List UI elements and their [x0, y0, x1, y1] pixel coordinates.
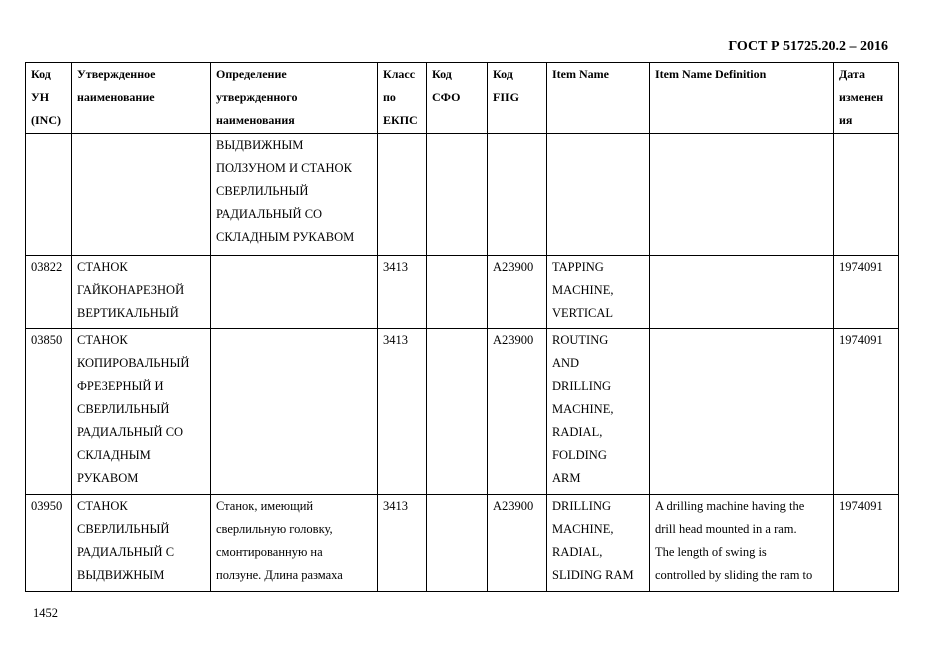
cell-line: controlled by sliding the ram to: [655, 568, 813, 582]
header-line: УН: [31, 90, 50, 104]
cell-line: ВЕРТИКАЛЬНЫЙ: [77, 306, 179, 320]
cell-line: смонтированную на: [216, 545, 323, 559]
cell-line: СВЕРЛИЛЬНЫЙ: [77, 402, 170, 416]
header-line: Класс: [383, 67, 416, 81]
cell-ekps-class: [378, 495, 427, 592]
cell-line: ГАЙКОНАРЕЗНОЙ: [77, 283, 185, 297]
cell-approved-name: [72, 495, 211, 592]
table-row: [26, 134, 899, 256]
cell-item-name: [547, 256, 650, 329]
cell-line: 3413: [383, 499, 408, 513]
cell-fiig-code: [488, 329, 547, 495]
cell-line: 1974091: [839, 260, 883, 274]
cell-fiig-code: [488, 134, 547, 256]
header-line: Код: [31, 67, 51, 81]
table-row: [26, 495, 899, 592]
cell-line: ARM: [552, 471, 581, 485]
header-line: наименование: [77, 90, 155, 104]
table-body: [26, 134, 899, 592]
cell-line: КОПИРОВАЛЬНЫЙ: [77, 356, 190, 370]
cell-line: MACHINE,: [552, 402, 614, 416]
cell-line: MACHINE,: [552, 283, 614, 297]
cell-line: VERTICAL: [552, 306, 614, 320]
cell-fiig-code: [488, 256, 547, 329]
cell-sfo-code: [427, 329, 488, 495]
cell-change-date: [834, 256, 899, 329]
cell-line: СВЕРЛИЛЬНЫЙ: [77, 522, 170, 536]
cell-inc: [26, 134, 72, 256]
cell-change-date: [834, 134, 899, 256]
cell-change-date: [834, 495, 899, 592]
cell-line: A drilling machine having the: [655, 499, 805, 513]
cell-approved-name: [72, 134, 211, 256]
cell-line: MACHINE,: [552, 522, 614, 536]
cell-line: 3413: [383, 260, 408, 274]
table-row: [26, 329, 899, 495]
header-line: ЕКПС: [383, 113, 418, 127]
cell-line: FOLDING: [552, 448, 607, 462]
cell-sfo-code: [427, 134, 488, 256]
header-item-name: [547, 63, 650, 134]
cell-line: ROUTING: [552, 333, 609, 347]
header-line: ия: [839, 113, 853, 127]
page-number: 1452: [33, 606, 58, 620]
header-change-date: [834, 63, 899, 134]
cell-line: ФРЕЗЕРНЫЙ И: [77, 379, 164, 393]
cell-line: TAPPING: [552, 260, 604, 274]
cell-inc: [26, 329, 72, 495]
cell-line: СТАНОК: [77, 499, 128, 513]
table-row: [26, 256, 899, 329]
cell-line: drill head mounted in a ram.: [655, 522, 797, 536]
header-line: Определение: [216, 67, 287, 81]
header-line: изменен: [839, 90, 884, 104]
header-item-name-definition: [650, 63, 834, 134]
header-line: Код: [432, 67, 452, 81]
cell-ekps-class: [378, 256, 427, 329]
cell-line: AND: [552, 356, 580, 370]
cell-line: ползуне. Длина размаха: [216, 568, 343, 582]
cell-approved-name: [72, 329, 211, 495]
header-inc: [26, 63, 72, 134]
cell-line: RADIAL,: [552, 425, 603, 439]
cell-definition: [211, 256, 378, 329]
cell-line: SLIDING RAM: [552, 568, 634, 582]
cell-line: 03950: [31, 499, 63, 513]
header-line: Item Name Definition: [655, 67, 767, 81]
cell-fiig-code: [488, 495, 547, 592]
cell-line: ВЫДВИЖНЫМ: [77, 568, 165, 582]
cell-line: A23900: [493, 333, 534, 347]
cell-line: РАДИАЛЬНЫЙ СО: [77, 425, 184, 439]
cell-item-name-definition: [650, 329, 834, 495]
cell-ekps-class: [378, 329, 427, 495]
cell-line: РАДИАЛЬНЫЙ СО: [216, 207, 323, 221]
cell-line: 3413: [383, 333, 408, 347]
header-sfo-code: [427, 63, 488, 134]
cell-line: 03822: [31, 260, 63, 274]
cell-definition: [211, 495, 378, 592]
cell-item-name: [547, 134, 650, 256]
cell-line: РУКАВОМ: [77, 471, 139, 485]
cell-line: 1974091: [839, 333, 883, 347]
header-line: (INC): [31, 113, 61, 127]
cell-inc: [26, 256, 72, 329]
cell-line: RADIAL,: [552, 545, 603, 559]
cell-item-name: [547, 329, 650, 495]
header-line: СФО: [432, 90, 461, 104]
cell-sfo-code: [427, 256, 488, 329]
header-line: Дата: [839, 67, 865, 81]
cell-line: DRILLING: [552, 379, 612, 393]
cell-line: СКЛАДНЫМ: [77, 448, 151, 462]
cell-definition: [211, 329, 378, 495]
table-header: [26, 63, 899, 134]
cell-inc: [26, 495, 72, 592]
table-header-row: [26, 63, 899, 134]
header-line: Код: [493, 67, 513, 81]
cell-line: ВЫДВИЖНЫМ: [216, 138, 304, 152]
cell-line: Станок, имеющий: [216, 499, 314, 513]
document-standard-header: ГОСТ Р 51725.20.2 – 2016: [728, 39, 888, 54]
cell-line: A23900: [493, 499, 534, 513]
item-name-registry-table: [25, 62, 899, 592]
header-line: утвержденного: [216, 90, 298, 104]
cell-line: A23900: [493, 260, 534, 274]
cell-change-date: [834, 329, 899, 495]
cell-item-name-definition: [650, 256, 834, 329]
cell-sfo-code: [427, 495, 488, 592]
header-ekps-class: [378, 63, 427, 134]
header-fiig-code: [488, 63, 547, 134]
cell-definition: [211, 134, 378, 256]
header-approved-name: [72, 63, 211, 134]
cell-line: The length of swing is: [655, 545, 767, 559]
cell-line: ПОЛЗУНОМ И СТАНОК: [216, 161, 352, 175]
cell-line: 1974091: [839, 499, 883, 513]
cell-approved-name: [72, 256, 211, 329]
cell-item-name-definition: [650, 134, 834, 256]
cell-ekps-class: [378, 134, 427, 256]
header-line: Item Name: [552, 67, 609, 81]
header-line: по: [383, 90, 396, 104]
cell-line: РАДИАЛЬНЫЙ С: [77, 545, 175, 559]
cell-line: СТАНОК: [77, 333, 128, 347]
cell-line: DRILLING: [552, 499, 612, 513]
header-line: наименования: [216, 113, 295, 127]
cell-line: СКЛАДНЫМ РУКАВОМ: [216, 230, 355, 244]
cell-line: СТАНОК: [77, 260, 128, 274]
cell-item-name-definition: [650, 495, 834, 592]
header-definition: [211, 63, 378, 134]
cell-line: сверлильную головку,: [216, 522, 333, 536]
header-line: FIIG: [493, 90, 520, 104]
cell-line: 03850: [31, 333, 63, 347]
header-line: Утвержденное: [77, 67, 156, 81]
cell-line: СВЕРЛИЛЬНЫЙ: [216, 184, 309, 198]
cell-item-name: [547, 495, 650, 592]
